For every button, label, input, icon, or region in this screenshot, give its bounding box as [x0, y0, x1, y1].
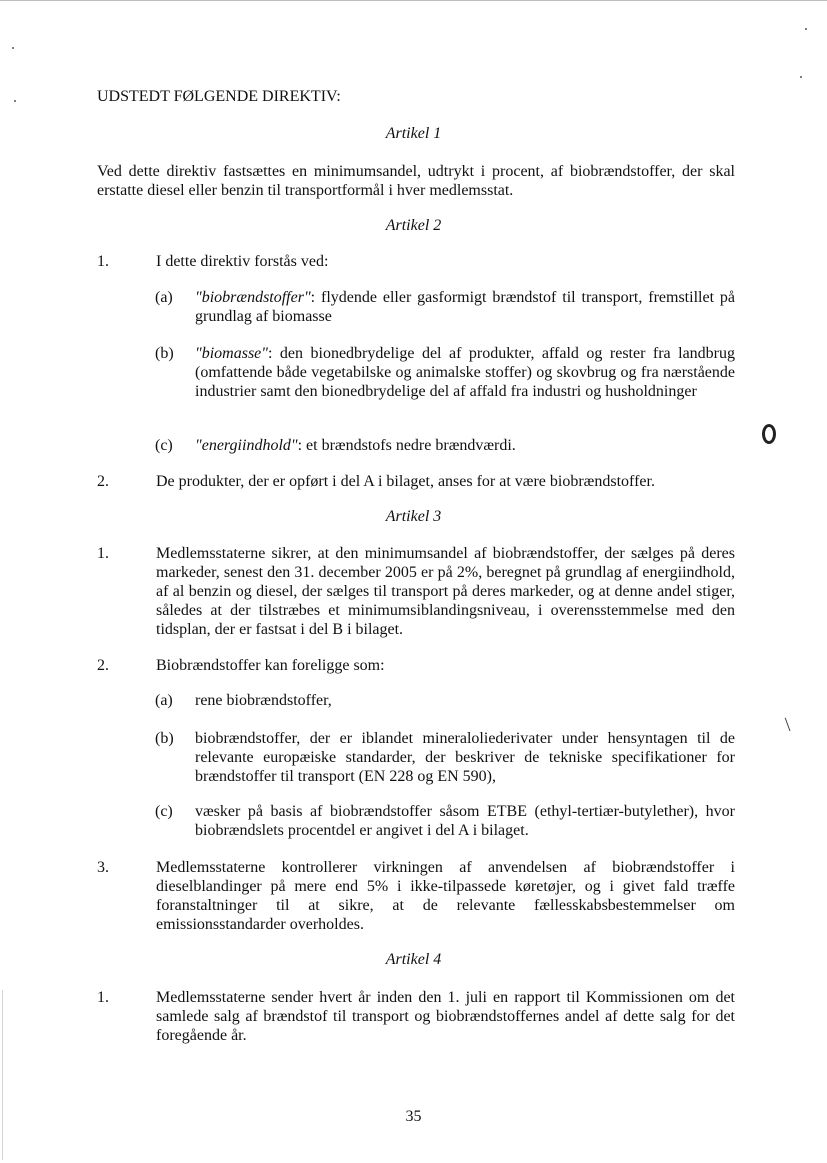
term-biobraendstoffer: "biobrændstoffer" [195, 289, 311, 306]
definition-text: : et brændstofs nedre brændværdi. [297, 437, 516, 454]
article-2-para-1: I dette direktiv forstås ved: [156, 253, 329, 270]
article-3-item-b: biobrændstoffer, der er iblandet mineraloliederivater under hensyntagen til de relevante europæiske standarder, der beskriver de tekniske specifikationer for brændstoffer til transport (EN 228 og EN 590), [195, 730, 735, 785]
article-3-num-3: 3. [97, 859, 109, 876]
scan-mark [785, 717, 793, 731]
article-2-title: Artikel 2 [385, 217, 442, 234]
article-2-item-a [195, 288, 735, 326]
article-3-para-3: Medlemsstaterne kontrollerer virkningen af anvendelsen af biobrændstoffer i dieselblandinger på mere end 5% i ikke-tilpassede køretøjer, og i givet fald træffe foranstaltninger til at sikre, at de relevante fællesskabsbestemmelser om emissionsstandarder overholdes. [156, 859, 735, 933]
article-4-num-1: 1. [97, 989, 109, 1006]
article-3-label-b: (b) [155, 730, 174, 747]
article-2-num-1: 1. [97, 253, 109, 270]
page-number: 35 [405, 1108, 422, 1125]
article-2-label-b: (b) [155, 345, 174, 362]
article-4-para-1: Medlemsstaterne sender hvert år inden den 1. juli en rapport til Kommissionen om det samlede salg af brændstof til transport og biobrændstoffernes andel af dette salg for det foregående år. [156, 989, 735, 1044]
scan-edge-line-left [2, 990, 3, 1160]
article-2-item-c [195, 436, 735, 455]
article-3-num-2: 2. [97, 657, 109, 674]
article-1-text: Ved dette direktiv fastsættes en minimumsandel, udtrykt i procent, af biobrændstoffer, der skal erstatte diesel eller benzin til transportformål i hver medlemsstat. [97, 163, 735, 199]
article-3-num-1: 1. [97, 545, 109, 562]
scan-edge-line [0, 0, 827, 1]
article-3-title: Artikel 3 [385, 508, 442, 525]
definition-text: : den bionedbrydelige del af produkter, affald og rester fra landbrug (omfattende både vegetabilske og animalske stoffer) og skovbrug og fra nærstående industrier samt den bionedbrydelige del af affald fra industri og husholdninger [195, 345, 735, 400]
scan-speck [12, 47, 14, 49]
article-3-item-c: væsker på basis af biobrændstoffer såsom ETBE (ethyl-tertiær-butylether), hvor biobrændslets procentdel er angivet i del A i bilaget. [195, 803, 735, 839]
article-3-label-a: (a) [155, 692, 173, 709]
hole-punch-mark [762, 424, 776, 444]
scan-speck [14, 100, 16, 102]
article-3-para-1: Medlemsstaterne sikrer, at den minimumsandel af biobrændstoffer, der sælges på deres markeder, senest den 31. december 2005 er på 2%, beregnet på grundlag af energiindhold, af al benzin og diesel, der sælges til transport på deres markeder, og at denne andel stiger, således at der tilstræbes et minimumsiblandingsniveau, i overensstemmelse med den tidsplan, der er fastsat i del B i bilaget. [156, 545, 735, 638]
directive-heading: UDSTEDT FØLGENDE DIREKTIV: [97, 88, 341, 105]
article-3-item-a: rene biobrændstoffer, [195, 692, 332, 709]
article-2-label-c: (c) [155, 437, 173, 454]
definition-text: : flydende eller gasformigt brændstof til transport, fremstillet på grundlag af biomasse [195, 289, 735, 325]
article-2-item-b [195, 344, 735, 401]
article-2-num-2: 2. [97, 473, 109, 490]
term-energiindhold: "energiindhold" [195, 437, 298, 454]
article-4-title: Artikel 4 [385, 951, 442, 968]
article-3-para-2: Biobrændstoffer kan foreligge som: [156, 657, 385, 674]
article-3-label-c: (c) [155, 803, 173, 820]
article-1-title: Artikel 1 [385, 125, 442, 142]
article-2-para-2: De produkter, der er opført i del A i bilaget, anses for at være biobrændstoffer. [156, 473, 655, 490]
scan-speck [800, 76, 802, 78]
article-2-label-a: (a) [155, 289, 173, 306]
scan-speck [805, 28, 807, 30]
term-biomasse: "biomasse" [195, 345, 268, 362]
